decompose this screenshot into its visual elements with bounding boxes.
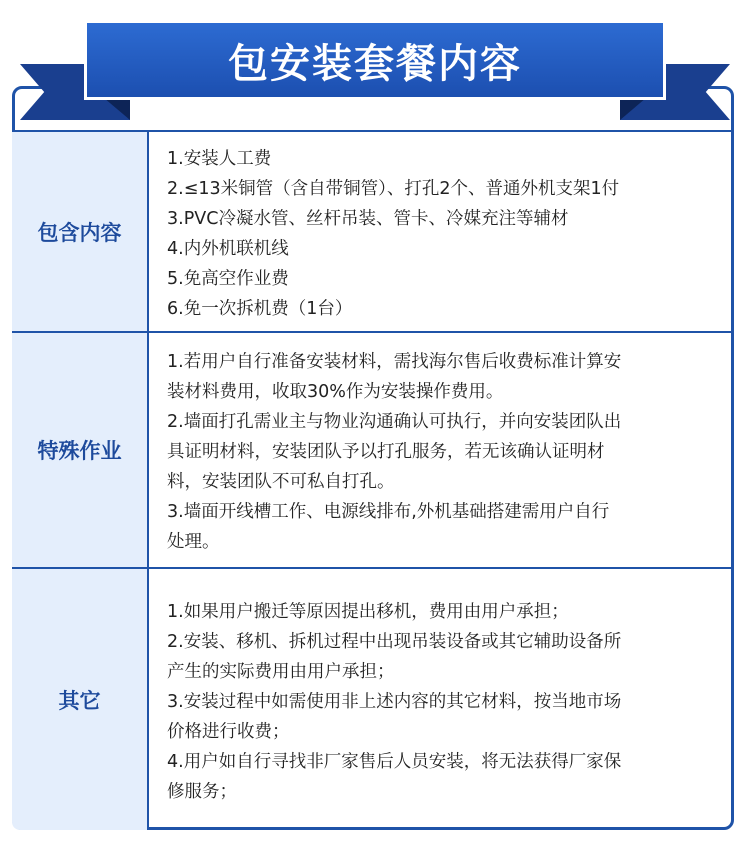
content-line: 3.PVC冷凝水管、丝杆吊装、管卡、冷媒充注等辅材 bbox=[167, 208, 569, 229]
row-label-cell bbox=[12, 333, 149, 567]
content-line: 料，安装团队不可私自打孔。 bbox=[167, 472, 395, 492]
row-content bbox=[149, 333, 734, 567]
content-line: 装材料费用，收取30%作为安装操作费用。 bbox=[167, 382, 504, 402]
content-line: 2.≤13米铜管（含自带铜管）、打孔2个、普通外机支架1付 bbox=[167, 178, 620, 199]
page-title: 包安装套餐内容 bbox=[228, 40, 522, 87]
content-line: 价格进行收费； bbox=[167, 721, 290, 742]
content-line: 2.安装、移机、拆机过程中出现吊装设备或其它辅助设备所 bbox=[167, 631, 622, 652]
content-line: 6.免一次拆机费（1台） bbox=[167, 298, 353, 319]
table-row-other bbox=[12, 567, 734, 830]
content-line: 产生的实际费用由用户承担； bbox=[167, 661, 395, 682]
content-line: 4.内外机联机线 bbox=[167, 238, 289, 259]
content-line: 2.墙面打孔需业主与物业沟通确认可执行，并向安装团队出 bbox=[167, 412, 622, 432]
title-banner bbox=[84, 20, 666, 100]
content-line: 处理。 bbox=[167, 532, 220, 552]
content-line: 4.用户如自行寻找非厂家售后人员安装，将无法获得厂家保 bbox=[167, 751, 622, 772]
row-label: 其它 bbox=[58, 688, 101, 713]
package-table bbox=[12, 130, 734, 830]
row-content bbox=[149, 569, 734, 830]
row-content bbox=[149, 132, 734, 331]
content-line: 5.免高空作业费 bbox=[167, 268, 289, 289]
table-row-special bbox=[12, 331, 734, 567]
row-label-cell bbox=[12, 569, 149, 830]
content-line: 1.安装人工费 bbox=[167, 148, 272, 169]
content-line: 1.如果用户搬迁等原因提出移机，费用由用户承担； bbox=[167, 601, 569, 622]
content-line: 3.安装过程中如需使用非上述内容的其它材料，按当地市场 bbox=[167, 691, 622, 712]
content-line: 具证明材料，安装团队予以打孔服务，若无该确认证明材 bbox=[167, 442, 605, 462]
row-label-cell bbox=[12, 132, 149, 331]
content-line: 1.若用户自行准备安装材料，需找海尔售后收费标准计算安 bbox=[167, 352, 622, 372]
row-label: 包含内容 bbox=[37, 220, 122, 245]
content-line: 修服务； bbox=[167, 781, 237, 802]
content-line: 3.墙面开线槽工作、电源线排布,外机基础搭建需用户自行 bbox=[167, 502, 610, 522]
row-label: 特殊作业 bbox=[37, 439, 122, 463]
table-row-included bbox=[12, 130, 734, 331]
